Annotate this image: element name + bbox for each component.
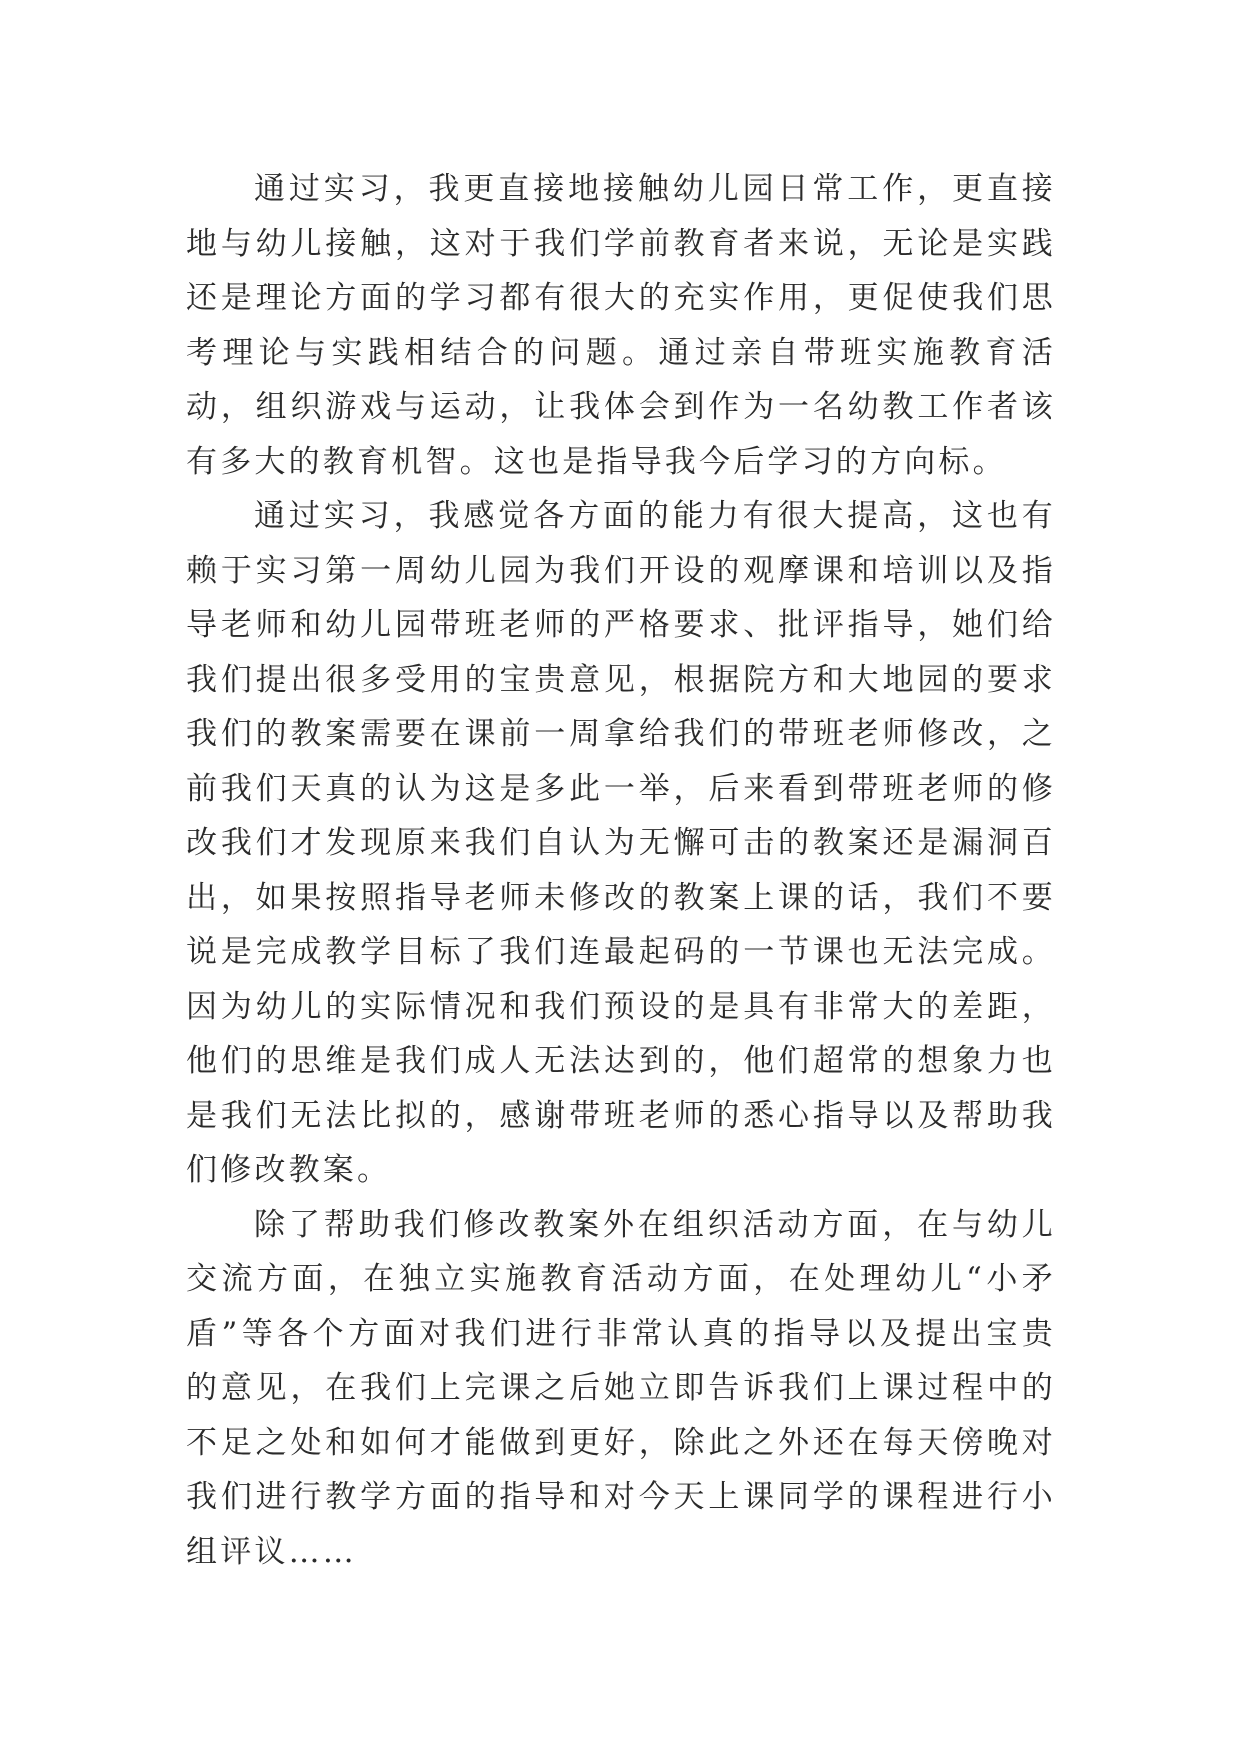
- paragraph-2: 通过实习，我感觉各方面的能力有很大提高，这也有赖于实习第一周幼儿园为我们开设的观摩课和培训以及指导老师和幼儿园带班老师的严格要求、批评指导，她们给我们提出很多受用的宝贵意见，根据院方和大地园的要求我们的教案需要在课前一周拿给我们的带班老师修改，之前我们天真的认为这是多此一举，后来看到带班老师的修改我们才发现原来我们自认为无懈可击的教案还是漏洞百出，如果按照指导老师未修改的教案上课的话，我们不要说是完成教学目标了我们连最起码的一节课也无法完成。因为幼儿的实际情况和我们预设的是具有非常大的差距，他们的思维是我们成人无法达到的，他们超常的想象力也是我们无法比拟的，感谢带班老师的悉心指导以及帮助我们修改教案。: [186, 498, 1056, 1188]
- paragraph-1: 通过实习，我更直接地接触幼儿园日常工作，更直接地与幼儿接触，这对于我们学前教育者来说，无论是实践还是理论方面的学习都有很大的充实作用，更促使我们思考理论与实践相结合的问题。通过亲自带班实施教育活动，组织游戏与运动，让我体会到作为一名幼教工作者该有多大的教育机智。这也是指导我今后学习的方向标。: [186, 171, 1056, 480]
- document-body: [186, 162, 1056, 1579]
- paragraph-3: 除了帮助我们修改教案外在组织活动方面，在与幼儿交流方面，在独立实施教育活动方面，在处理幼儿“小矛盾”等各个方面对我们进行非常认真的指导以及提出宝贵的意见，在我们上完课之后她立即告诉我们上课过程中的不足之处和如何才能做到更好，除此之外还在每天傍晚对我们进行教学方面的指导和对今天上课同学的课程进行小组评议……: [186, 1206, 1056, 1570]
